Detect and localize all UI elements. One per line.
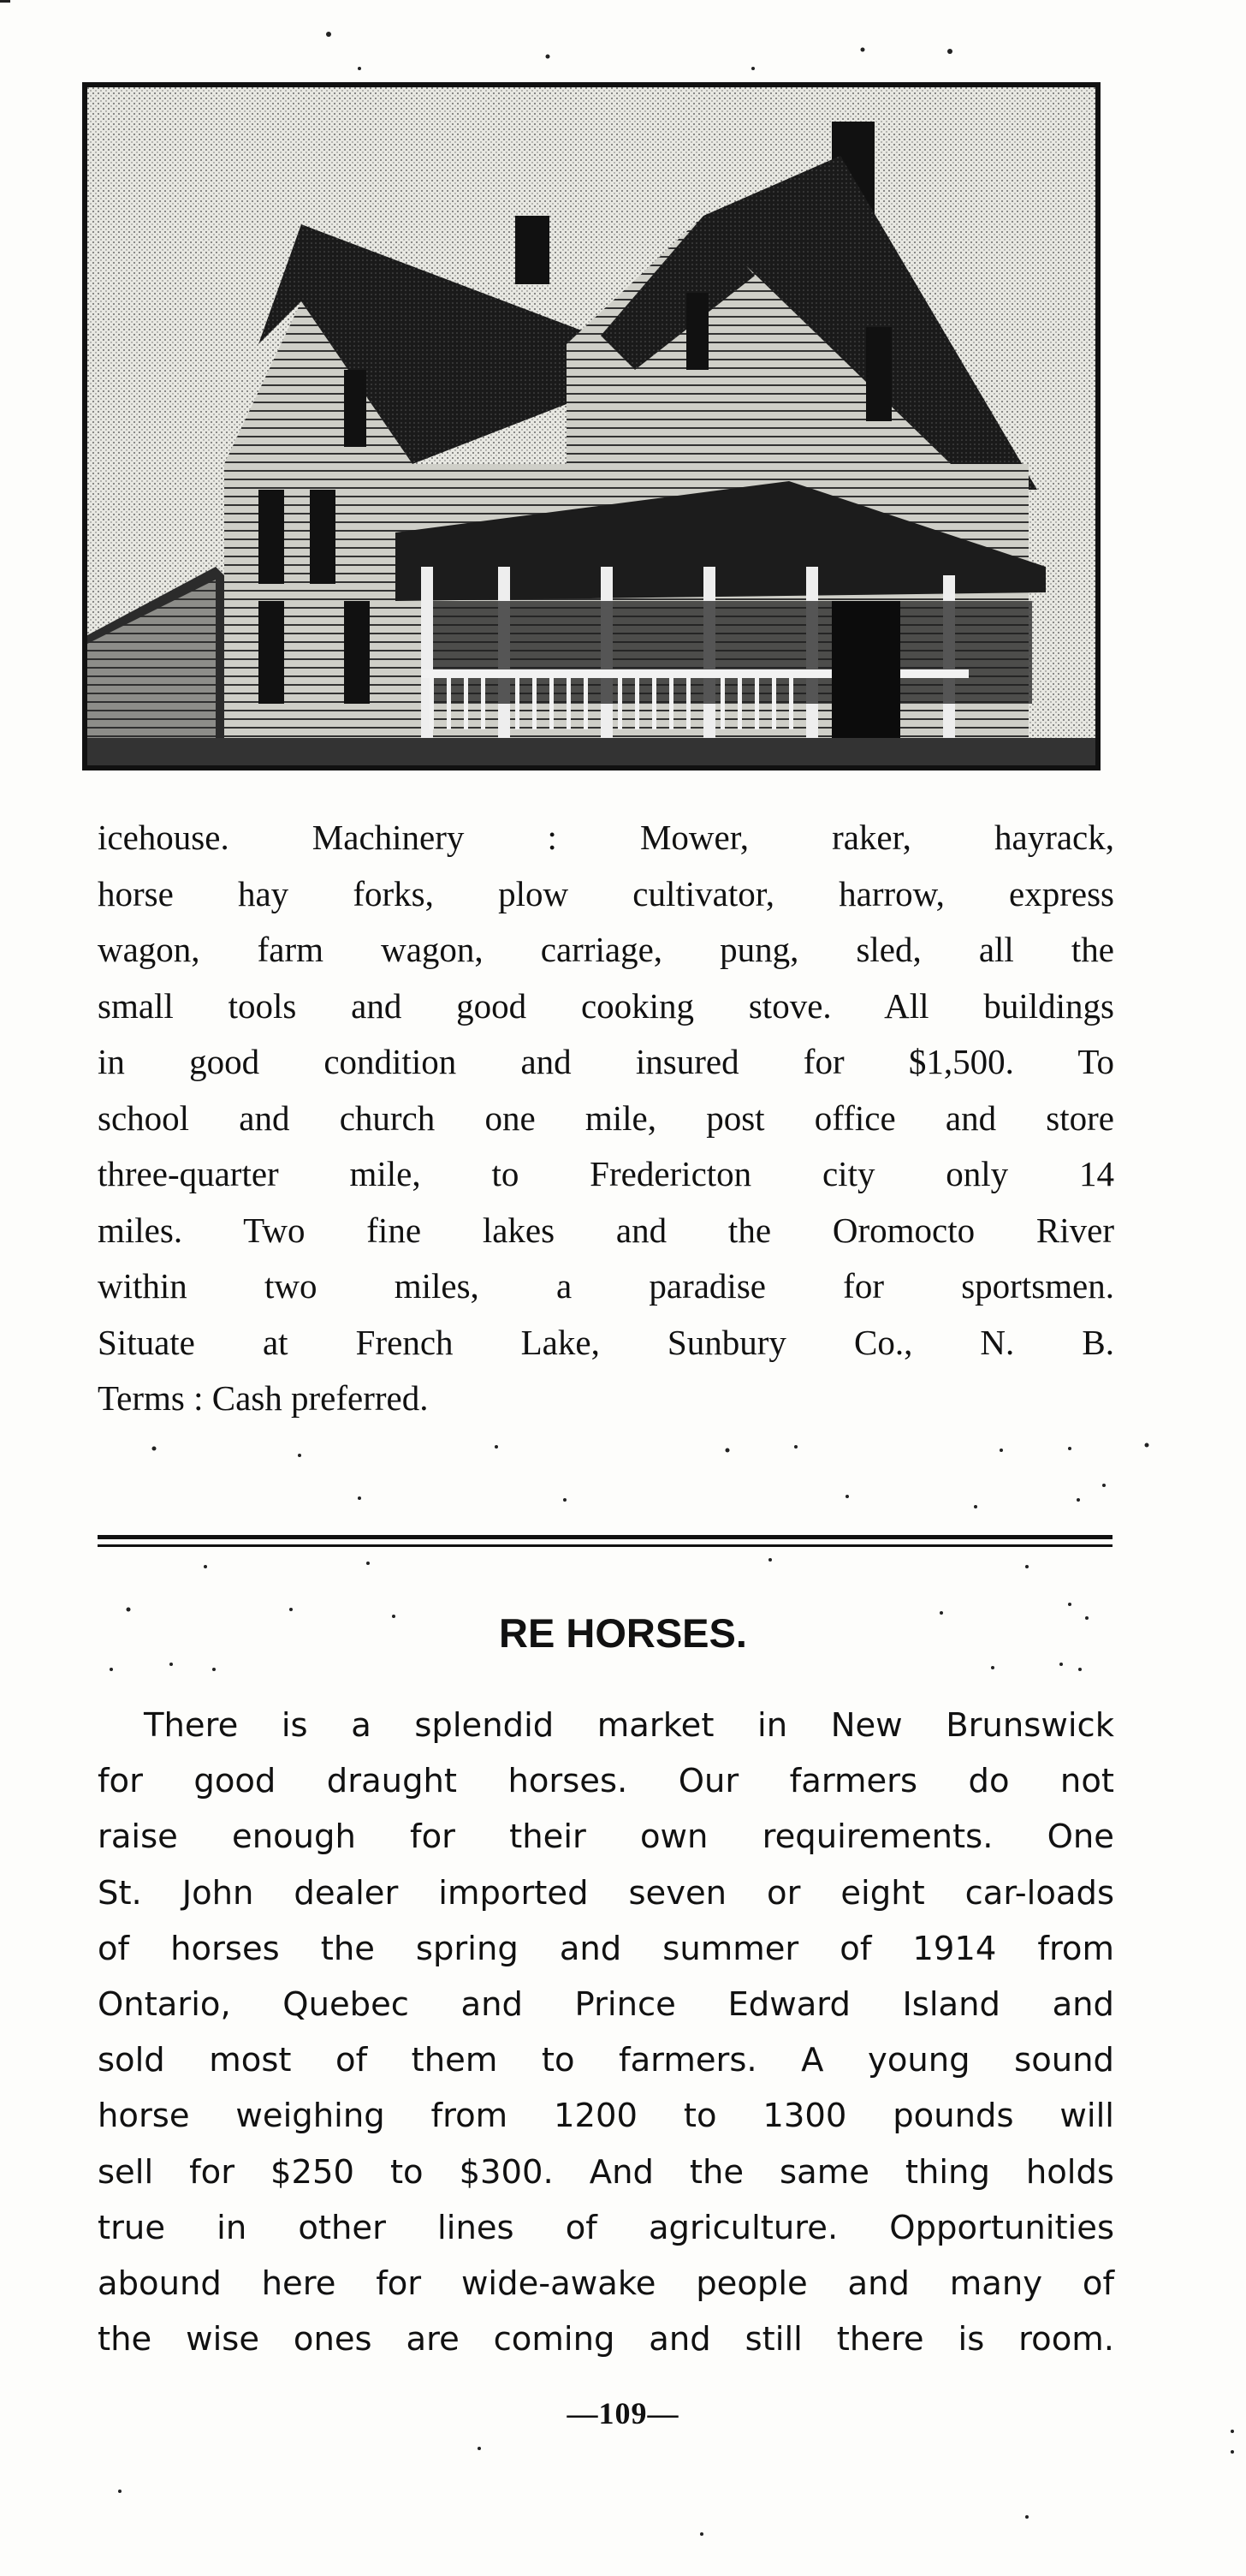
text-line: wagon, farm wagon, carriage, pung, sled, all the [98, 930, 1114, 969]
text-line: icehouse. Machinery : Mower, raker, hayrack, [98, 818, 1114, 857]
page-number: —109— [567, 2396, 679, 2430]
text-line: for good draught horses. Our farmers do not [98, 1762, 1114, 1801]
text-line: sell for $250 to $300. And the same thing holds [98, 2152, 1114, 2192]
section-paragraph [98, 1698, 1114, 2367]
house-illustration [87, 87, 1095, 765]
text-line: St. John dealer imported seven or eight car-loads [98, 1873, 1114, 1913]
text-line: sold most of them to farmers. A young sound [98, 2041, 1114, 2080]
text-line: abound here for wide-awake people and many of [98, 2264, 1114, 2303]
text-line: horse hay forks, plow cultivator, harrow, express [98, 873, 1114, 913]
section-heading: RE HORSES. [499, 1610, 747, 1656]
text-line: There is a splendid market in New Brunswick [144, 1706, 1114, 1745]
text-line: miles. Two fine lakes and the Oromocto River [98, 1210, 1114, 1250]
text-line: small tools and good cooking stove. All buildings [98, 985, 1114, 1026]
text-line: Situate at French Lake, Sunbury Co., N. B. [98, 1322, 1114, 1362]
text-line: in good condition and insured for $1,500. To [98, 1042, 1114, 1081]
house-photograph [82, 82, 1101, 770]
body-paragraph [98, 810, 1114, 1427]
text-line: true in other lines of agriculture. Opportunities [98, 2208, 1114, 2247]
text-line: of horses the spring and summer of 1914 from [98, 1929, 1114, 1968]
divider-thick-rule [98, 1535, 1112, 1539]
text-line: school and church one mile, post office and store [98, 1098, 1114, 1138]
text-line: three-quarter mile, to Fredericton city only 14 [98, 1154, 1114, 1193]
text-line: raise enough for their own requirements. One [98, 1817, 1114, 1857]
text-line: the wise ones are coming and still there is room. [98, 2320, 1114, 2359]
text-line: Ontario, Quebec and Prince Edward Island and [98, 1984, 1114, 2024]
text-line: Terms : Cash preferred. [98, 1378, 429, 1418]
text-line: within two miles, a paradise for sportsmen. [98, 1266, 1114, 1306]
text-line: horse weighing from 1200 to 1300 pounds will [98, 2097, 1114, 2136]
section-divider [98, 1535, 1112, 1549]
divider-thin-rule [98, 1544, 1112, 1547]
corner-mark [0, 0, 10, 3]
